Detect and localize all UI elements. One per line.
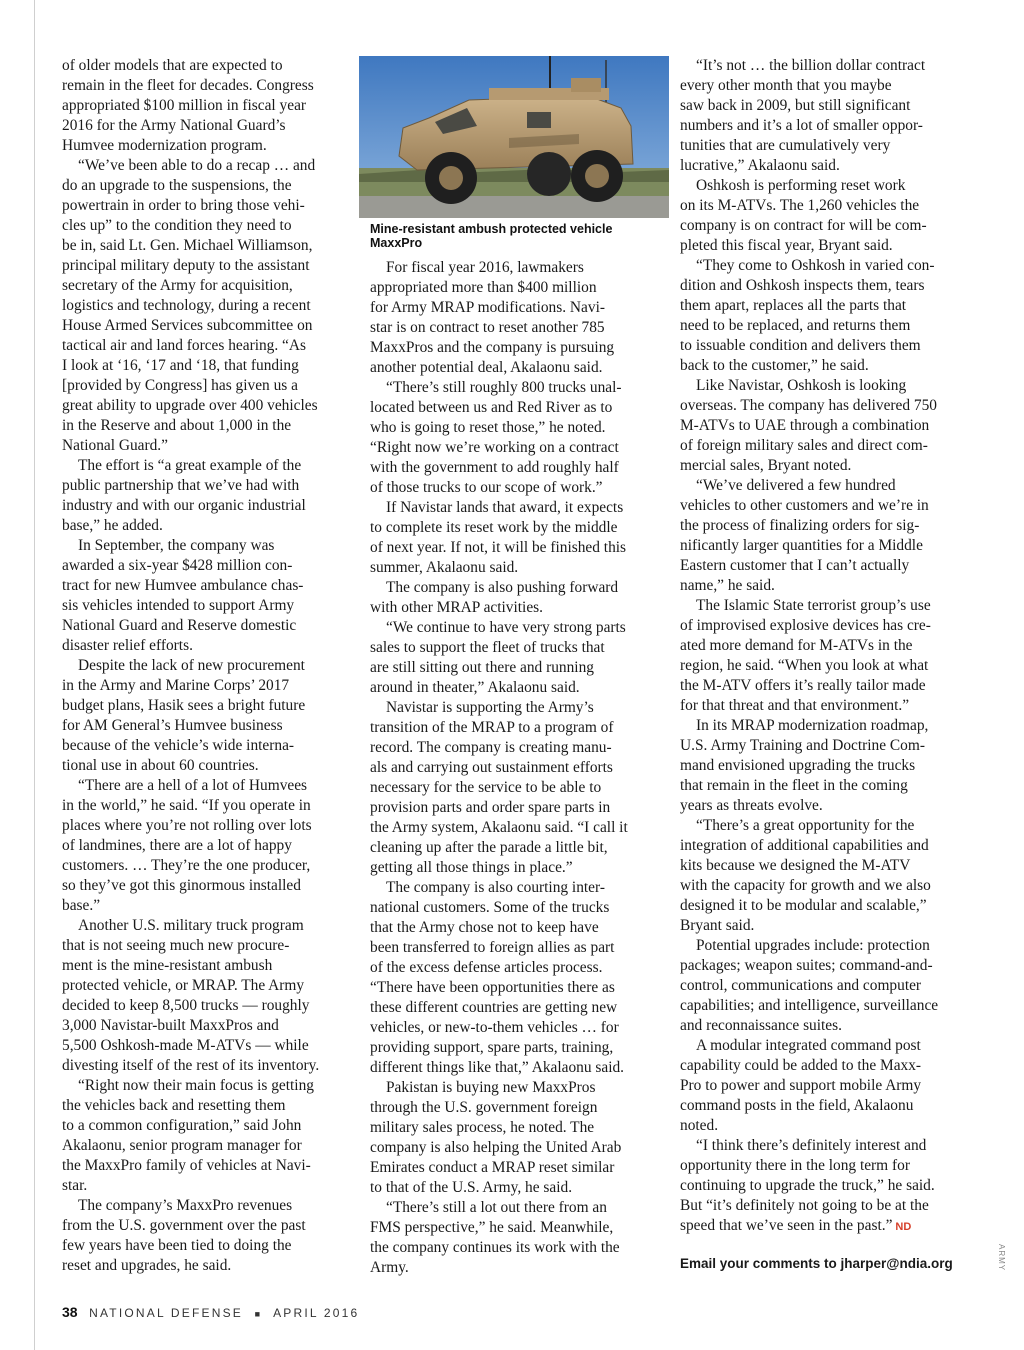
paragraph: Pakistan is buying new MaxxPros through the U.S. government foreign military sales process, he noted. The company is also helping the United Arab Emirates conduct a MRAP reset similar to that of the U.S. Army, he said. bbox=[370, 1079, 622, 1196]
photo-credit: ARMY bbox=[997, 1244, 1006, 1272]
paragraph: “They come to Oshkosh in varied con- dition and Oshkosh inspects them, tears them apart, replaces all the parts that need to be replaced, and returns them to issuable condition and delivers them back to the customer,” he said. bbox=[680, 257, 935, 374]
photo-caption: Mine-resistant ambush protected vehicle MaxxPro bbox=[370, 222, 613, 250]
paragraph: The Islamic State terrorist group’s use of improvised explosive devices has cre- ated more demand for M-ATVs in the region, he said. “When you look at what the M-ATV offers it’s really tailor made for that threat and that environment.” bbox=[680, 597, 931, 714]
issue-date: APRIL 2016 bbox=[273, 1306, 360, 1320]
publication-name: NATIONAL DEFENSE bbox=[89, 1306, 244, 1320]
paragraph: “There’s still a lot out there from an FMS perspective,” he said. Meanwhile, the company continues its work with the Army. bbox=[370, 1199, 620, 1276]
paragraph: The company is also courting inter- national customers. Some of the trucks that the Army chose not to keep have been transferred to foreign allies as part of the excess defense articles process. “There have been opportunities there as these different countries are getting new vehicles, or new-to-them vehicles … for providing support, spare parts, training, different things like that,” Akalaonu said. bbox=[370, 879, 625, 1076]
paragraph: The company is also pushing forward with other MRAP activities. bbox=[370, 579, 619, 616]
paragraph: “We continue to have very strong parts sales to support the fleet of trucks that are still sitting out there and running around in theater,” Akalaonu said. bbox=[370, 619, 626, 696]
paragraph: Oshkosh is performing reset work on its M-ATVs. The 1,260 vehicles the company is on contract for will be com- pleted this fiscal year, Bryant said. bbox=[680, 177, 927, 254]
paragraph: “We’ve delivered a few hundred vehicles to other customers and we’re in the process of finalizing orders for sig- nificantly larger quantities for a Middle Eastern customer that I can’t actually name,” he said. bbox=[680, 477, 929, 594]
left-margin-rule bbox=[34, 0, 35, 1350]
paragraph: “Right now their main focus is getting the vehicles back and resetting them to a common configuration,” said John Akalaonu, senior program manager for the MaxxPro family of vehicles at Navi- star. bbox=[62, 1077, 314, 1194]
article-column-3 bbox=[680, 56, 970, 1237]
paragraph: “There’s a great opportunity for the integration of additional capabilities and kits because we designed the M-ATV with the capacity for growth and we also designed it to be modular and scalable,” Bryant said. bbox=[680, 817, 931, 934]
bullet-separator: ■ bbox=[254, 1309, 263, 1319]
paragraph-text: “I think there’s definitely interest and opportunity there in the long term for continuing to upgrade the truck,” he said. But “it’s definitely not going to be at the speed that we’ve seen in the past.” bbox=[680, 1137, 935, 1234]
end-mark: ND bbox=[895, 1221, 912, 1233]
paragraph: Like Navistar, Oshkosh is looking overseas. The company has delivered 750 M-ATVs to UAE through a combination of foreign military sales and direct com- mercial sales, Bryant noted. bbox=[680, 377, 937, 474]
last-paragraph bbox=[680, 1136, 970, 1237]
email-comments-line: Email your comments to jharper@ndia.org bbox=[680, 1256, 953, 1271]
paragraph: “We’ve been able to do a recap … and do an upgrade to the suspensions, the powertrain in order to bring those vehi- cles up” to the condition they need to be in, said Lt. Gen. Michael Williamson, principal military deputy to the assistant secretary of the Army for acquisition, logistics and technology, during a recent House Armed Services subcommittee on tactical air and land forces hearing. “As I look at ‘16, ‘17 and ‘18, that funding [provided by Congress] has given us a great ability to upgrade over 400 vehicles in the Reserve and about 1,000 in the National Guard.” bbox=[62, 157, 318, 454]
paragraph: For fiscal year 2016, lawmakers appropriated more than $400 million for Army MRAP modifications. Navi- star is on contract to reset another 785 MaxxPros and the company is pursuing another potential deal, Akalaonu said. bbox=[370, 259, 615, 376]
paragraph: The effort is “a great example of the public partnership that we’ve had with industry and with our organic industrial base,” he added. bbox=[62, 457, 306, 534]
article-column-1 bbox=[62, 56, 350, 1276]
paragraph: “There’s still roughly 800 trucks unal- located between us and Red River as to who is going to reset those,” he noted. “Right now we’re working on a contract with the government to add roughly half of those trucks to our scope of work.” bbox=[370, 379, 622, 496]
maxxpro-photo bbox=[359, 56, 669, 218]
paragraph: of older models that are expected to remain in the fleet for decades. Congress appropriated $100 million in fiscal year 2016 for the Army National Guard’s Humvee modernization program. bbox=[62, 57, 314, 154]
paragraph: The company’s MaxxPro revenues from the U.S. government over the past few years have been tied to doing the reset and upgrades, he said. bbox=[62, 1197, 306, 1274]
paragraph: Navistar is supporting the Army’s transition of the MRAP to a program of record. The company is creating manu- als and carrying out sustainment efforts necessary for the service to be able to provision parts and order spare parts in the Army system, Akalaonu said. “I call it cleaning up after the parade a little bit, getting all those things in place.” bbox=[370, 699, 628, 876]
paragraph: A modular integrated command post capability could be added to the Maxx- Pro to power and support mobile Army command posts in the field, Akalaonu noted. bbox=[680, 1037, 922, 1134]
paragraph: In September, the company was awarded a six-year $428 million con- tract for new Humvee ambulance chas- sis vehicles intended to support Army National Guard and Reserve domestic disaster relief efforts. bbox=[62, 537, 304, 654]
paragraph: In its MRAP modernization roadmap, U.S. Army Training and Doctrine Com- mand envisioned upgrading the trucks that remain in the fleet in the coming years as threats evolve. bbox=[680, 717, 929, 814]
paragraph: Another U.S. military truck program that is not seeing much new procure- ment is the mine-resistant ambush protected vehicle, or MRAP. The Army decided to keep 8,500 trucks — roughly 3,000 Navistar-built MaxxPros and 5,500 Oshkosh-made M-ATVs — while divesting itself of the rest of its inventory. bbox=[62, 917, 320, 1074]
paragraph: Potential upgrades include: protection packages; weapon suites; command-and- control, communications and computer capabilities; and intelligence, surveillance and reconnaissance suites. bbox=[680, 937, 939, 1034]
article-column-2 bbox=[370, 258, 660, 1278]
paragraph: “There are a hell of a lot of Humvees in the world,” he said. “If you operate in places where you’re not rolling over lots of landmines, there are a lot of happy customers. … They’re the one producer, so they’ve got this ginormous installed base.” bbox=[62, 777, 312, 914]
paragraph: “It’s not … the billion dollar contract every other month that you maybe saw back in 2009, but still significant numbers and it’s a lot of smaller oppor- tunities that are cumulatively very lucrative,” Akalaonu said. bbox=[680, 57, 926, 174]
paragraph: Despite the lack of new procurement in the Army and Marine Corps’ 2017 budget plans, Hasik sees a bright future for AM General’s Humvee business because of the vehicle’s wide interna- tional use in about 60 countries. bbox=[62, 657, 306, 774]
page-footer bbox=[62, 1304, 359, 1320]
paragraph: If Navistar lands that award, it expects to complete its reset work by the middle of next year. If not, it will be finished this summer, Akalaonu said. bbox=[370, 499, 627, 576]
page-number: 38 bbox=[62, 1304, 78, 1320]
